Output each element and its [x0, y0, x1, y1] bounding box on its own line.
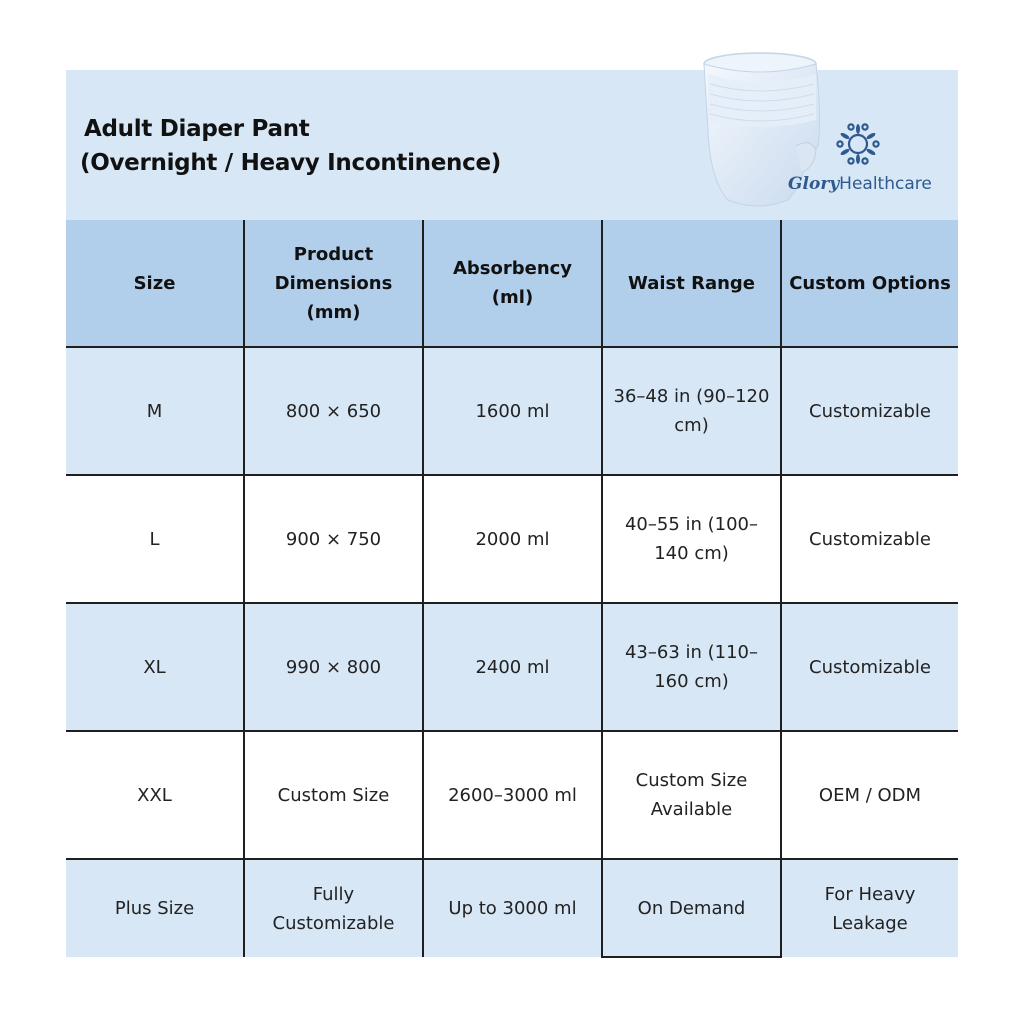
cell-absorbency: 2000 ml: [423, 475, 602, 603]
table-row: [66, 475, 958, 603]
table-row: [66, 859, 958, 957]
floral-ring-logo-icon: [836, 122, 880, 166]
cell-absorbency: 1600 ml: [423, 347, 602, 475]
column-header-size: Size: [66, 220, 244, 347]
title-line-2: (Overnight / Heavy Incontinence): [80, 150, 501, 176]
cell-dimensions: 990 × 800: [244, 603, 423, 731]
cell-dimensions: Custom Size: [244, 731, 423, 859]
cell-absorbency: 2600–3000 ml: [423, 731, 602, 859]
cell-custom-options: Customizable: [781, 603, 958, 731]
column-header-custom-options: Custom Options: [781, 220, 958, 347]
cell-absorbency: Up to 3000 ml: [423, 859, 602, 957]
cell-size: Plus Size: [66, 859, 244, 957]
table-row: [66, 603, 958, 731]
cell-waist-range: 43–63 in (110–160 cm): [602, 603, 781, 731]
page-title: [80, 112, 501, 180]
logo-wordmark: [788, 174, 932, 194]
cell-dimensions: Fully Customizable: [244, 859, 423, 957]
cell-waist-range: Custom Size Available: [602, 731, 781, 859]
cell-absorbency: 2400 ml: [423, 603, 602, 731]
column-header-absorbency: Absorbency (ml): [423, 220, 602, 347]
table-header-row: [66, 220, 958, 347]
cell-custom-options: For Heavy Leakage: [781, 859, 958, 957]
cell-dimensions: 900 × 750: [244, 475, 423, 603]
table-row: [66, 347, 958, 475]
brand-logo: [788, 122, 932, 202]
logo-name: Healthcare: [839, 174, 932, 194]
cell-waist-range: On Demand: [602, 859, 781, 957]
cell-size: XL: [66, 603, 244, 731]
column-header-dimensions: Product Dimensions (mm): [244, 220, 423, 347]
title-line-1: Adult Diaper Pant: [84, 116, 310, 142]
table-row: [66, 731, 958, 859]
cell-size: XXL: [66, 731, 244, 859]
cell-size: M: [66, 347, 244, 475]
size-spec-table: [66, 220, 958, 958]
cell-size: L: [66, 475, 244, 603]
logo-brand: Glory: [788, 174, 840, 194]
title-area: [66, 70, 958, 220]
cell-waist-range: 40–55 in (100–140 cm): [602, 475, 781, 603]
cell-dimensions: 800 × 650: [244, 347, 423, 475]
cell-custom-options: Customizable: [781, 347, 958, 475]
cell-waist-range: 36–48 in (90–120 cm): [602, 347, 781, 475]
column-header-waist-range: Waist Range: [602, 220, 781, 347]
cell-custom-options: OEM / ODM: [781, 731, 958, 859]
cell-custom-options: Customizable: [781, 475, 958, 603]
